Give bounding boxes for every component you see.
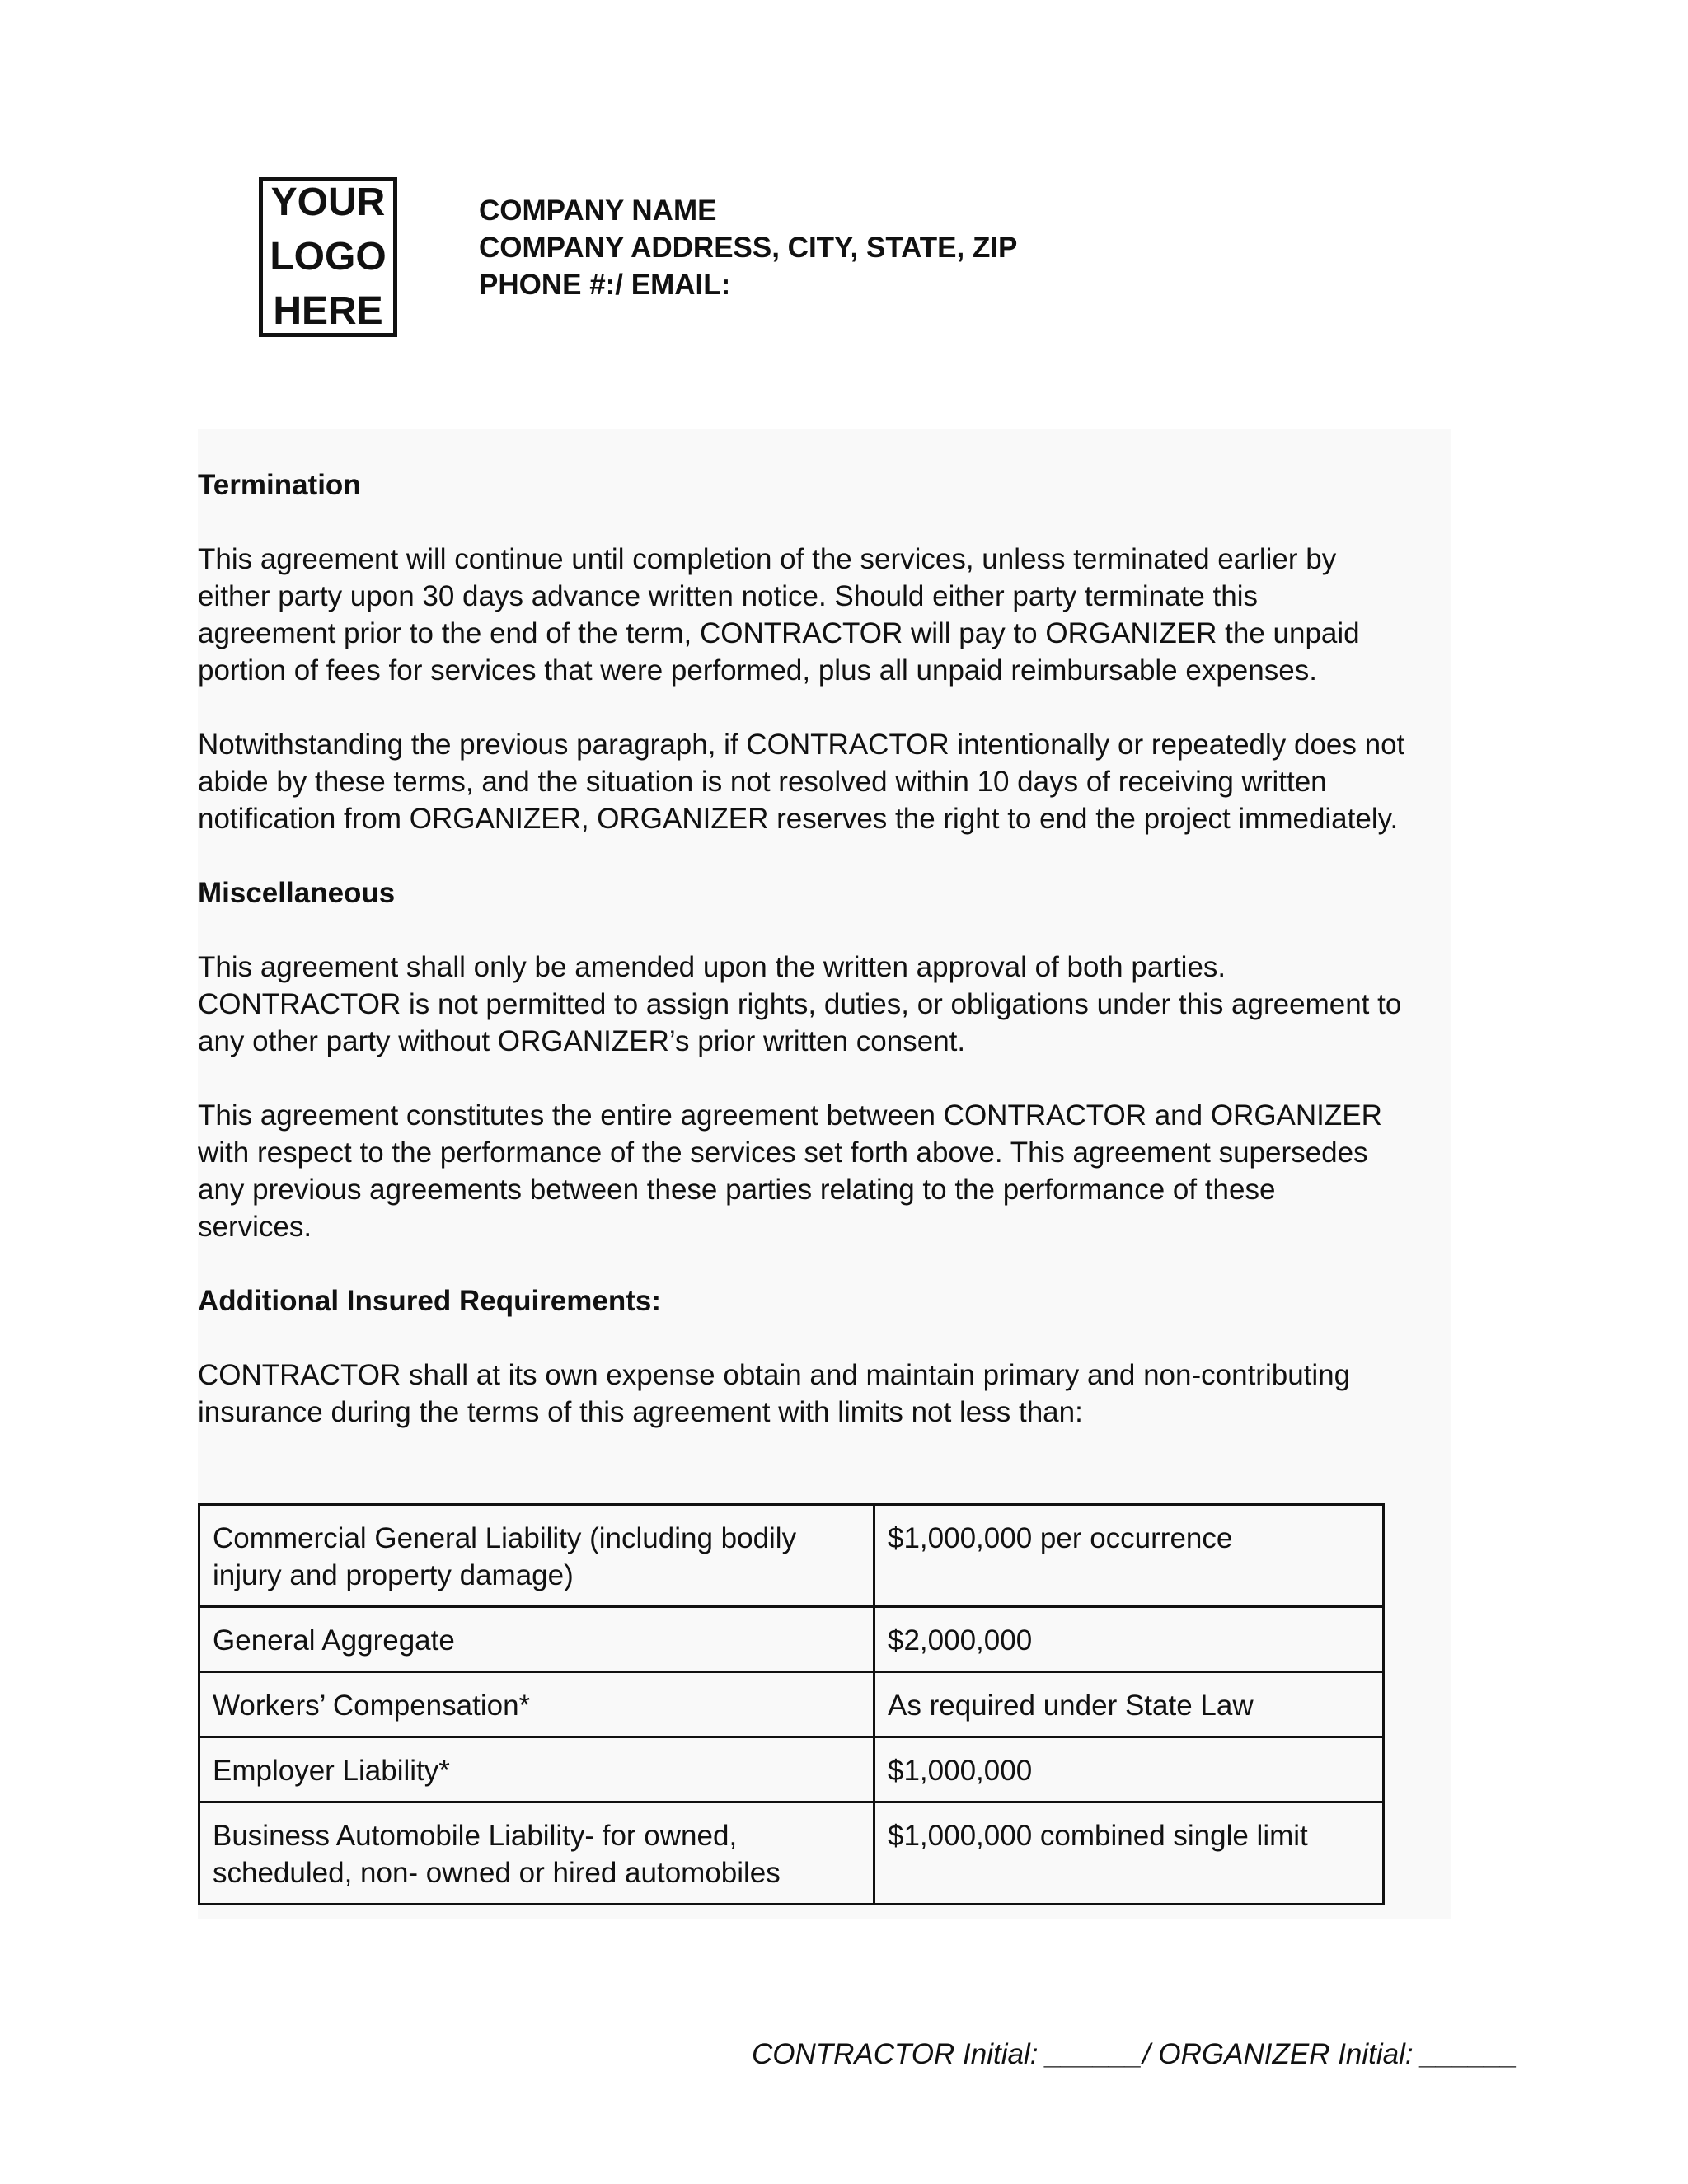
limit-cell: $2,000,000 [874,1607,1384,1672]
text-line: Notwithstanding the previous paragraph, if CONTRACTOR intentionally or repeatedly does not [198,729,1405,761]
termination-paragraph-2 [198,726,1467,837]
initials-line: CONTRACTOR Initial: ______/ ORGANIZER Initial: ______ [752,2038,1518,2070]
text-line: insurance during the terms of this agreement with limits not less than: [198,1396,1083,1428]
text-line: This agreement shall only be amended upon the written approval of both parties. [198,951,1226,983]
logo-placeholder [259,177,397,337]
text-line: with respect to the performance of the services set forth above. This agreement supersedes [198,1137,1368,1169]
text-line: CONTRACTOR shall at its own expense obtain and maintain primary and non-contributing [198,1359,1351,1391]
text-line: abide by these terms, and the situation is not resolved within 10 days of receiving written [198,766,1327,798]
termination-paragraph-1 [198,541,1467,689]
logo-line: HERE [273,289,383,333]
document-body [198,466,1467,1431]
insurance-heading: Additional Insured Requirements: [198,1285,661,1317]
coverage-cell [199,1607,874,1672]
table-row [199,1607,1384,1672]
coverage-line: Business Automobile Liability- for owned, [213,1820,738,1852]
limit-cell: $1,000,000 combined single limit [874,1802,1384,1905]
coverage-cell [199,1802,874,1905]
company-address: COMPANY ADDRESS, CITY, STATE, ZIP [479,232,1018,264]
text-line: any other party without ORGANIZER’s prior written consent. [198,1025,966,1057]
logo-line: LOGO [270,235,387,279]
limit-cell: $1,000,000 [874,1737,1384,1802]
coverage-line: General Aggregate [213,1624,455,1657]
limit-cell: $1,000,000 per occurrence [874,1505,1384,1607]
company-info [479,192,1017,303]
miscellaneous-paragraph-2 [198,1097,1467,1245]
table-row [199,1737,1384,1802]
coverage-line: Employer Liability* [213,1755,450,1787]
miscellaneous-heading: Miscellaneous [198,877,396,909]
coverage-cell [199,1737,874,1802]
company-name: COMPANY NAME [479,194,717,227]
logo-line: YOUR [270,180,386,224]
insurance-paragraph [198,1357,1467,1431]
table-row [199,1505,1384,1607]
coverage-cell [199,1505,874,1607]
limit-cell: As required under State Law [874,1672,1384,1737]
text-line: CONTRACTOR is not permitted to assign rights, duties, or obligations under this agreement to [198,988,1402,1020]
text-line: agreement prior to the end of the term, CONTRACTOR will pay to ORGANIZER the unpaid [198,617,1360,649]
table-row [199,1672,1384,1737]
text-line: notification from ORGANIZER, ORGANIZER reserves the right to end the project immediately. [198,803,1399,835]
coverage-line: injury and property damage) [213,1559,574,1591]
text-line: This agreement constitutes the entire agreement between CONTRACTOR and ORGANIZER [198,1099,1382,1132]
text-line: any previous agreements between these parties relating to the performance of these [198,1174,1276,1206]
coverage-line: Commercial General Liability (including bodily [213,1522,797,1554]
termination-heading: Termination [198,469,361,501]
miscellaneous-paragraph-1 [198,949,1467,1060]
text-line: services. [198,1211,312,1243]
coverage-cell [199,1672,874,1737]
coverage-line: scheduled, non- owned or hired automobiles [213,1857,781,1889]
text-line: either party upon 30 days advance written notice. Should either party terminate this [198,580,1259,612]
insurance-limits-table [198,1503,1385,1905]
company-contact: PHONE #:/ EMAIL: [479,269,731,301]
table-row [199,1802,1384,1905]
text-line: This agreement will continue until completion of the services, unless terminated earlier by [198,543,1337,575]
text-line: portion of fees for services that were performed, plus all unpaid reimbursable expenses. [198,654,1317,687]
coverage-line: Workers’ Compensation* [213,1690,531,1722]
